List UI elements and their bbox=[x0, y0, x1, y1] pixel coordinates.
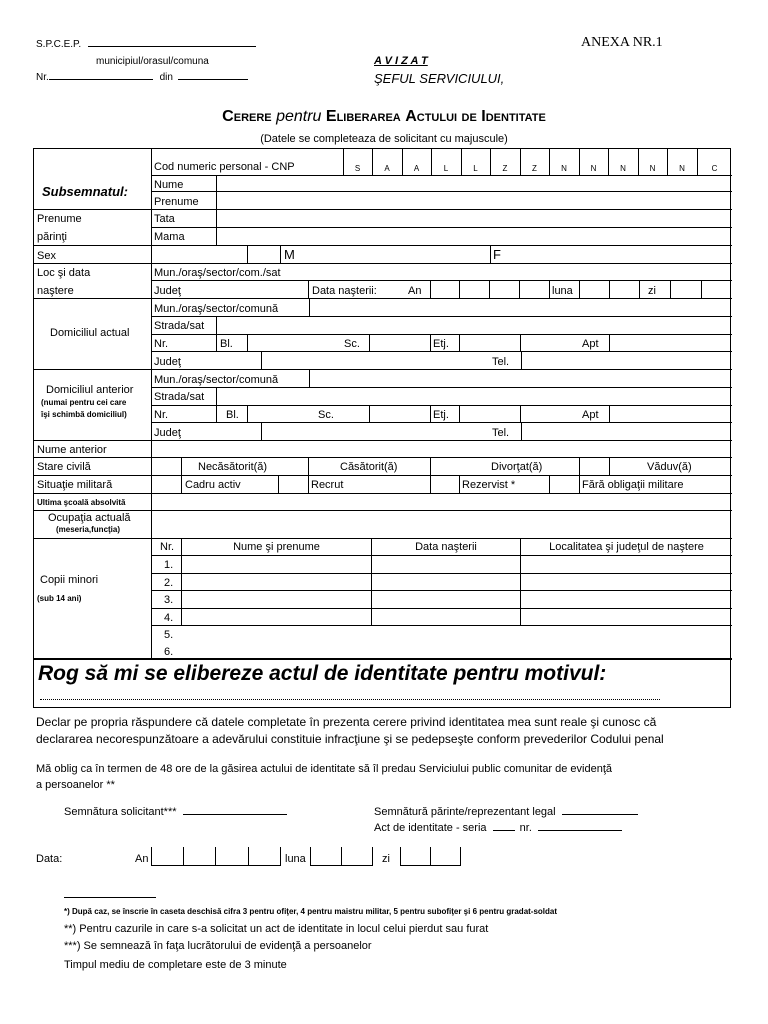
judet-label: Judeţ bbox=[154, 356, 181, 368]
nr-label: Nr. bbox=[154, 409, 169, 421]
data-luna-label: luna bbox=[285, 853, 306, 865]
mun-sat-label: Mun./oraş/sector/com./sat bbox=[154, 267, 281, 279]
sc-label: Sc. bbox=[318, 409, 334, 421]
situatie-militara-label: Situaţie militară bbox=[37, 479, 113, 491]
loc-data-label-2: naştere bbox=[37, 285, 74, 297]
sc-label: Sc. bbox=[344, 338, 360, 350]
form-title bbox=[0, 109, 768, 125]
nr-label: Nr. bbox=[36, 72, 49, 83]
din-label: din bbox=[159, 72, 173, 83]
domiciliul-anterior-label: Domiciliul anterior bbox=[46, 384, 134, 396]
cnp-letter: L bbox=[443, 164, 449, 173]
din-field[interactable] bbox=[178, 79, 248, 80]
act-seria-label: Act de identitate - seria bbox=[374, 822, 487, 834]
row-number: 1. bbox=[164, 559, 174, 571]
judet-label: Judeţ bbox=[154, 427, 181, 439]
dom-ant-note-2: îşi schimbă domiciliul) bbox=[41, 410, 127, 419]
recrut-label: Recrut bbox=[311, 479, 344, 491]
col-nume-header: Nume şi prenume bbox=[233, 541, 320, 553]
row-number: 3. bbox=[164, 594, 174, 606]
apt-label: Apt bbox=[582, 409, 599, 421]
luna-label: luna bbox=[552, 285, 573, 297]
data-nasterii-label: Data naşterii: bbox=[312, 285, 377, 297]
nr-label: Nr. bbox=[154, 338, 169, 350]
necasatorit-label: Necăsătorit(ă) bbox=[198, 461, 268, 473]
sex-label: Sex bbox=[37, 250, 56, 262]
row-number: 6. bbox=[164, 646, 174, 658]
domiciliul-actual-label: Domiciliul actual bbox=[50, 327, 130, 339]
strada-label: Strada/sat bbox=[154, 320, 205, 332]
mun-comuna-label: Mun./oraş/sector/comună bbox=[154, 374, 279, 386]
act-nr-label: nr. bbox=[519, 822, 532, 834]
cnp-letter: A bbox=[413, 164, 420, 173]
cnp-letter: A bbox=[384, 164, 390, 173]
sex-m-label: M bbox=[284, 247, 295, 262]
title-actului: Actului bbox=[405, 108, 458, 125]
col-nr-header: Nr. bbox=[160, 541, 175, 553]
stare-civila-label: Stare civilă bbox=[37, 461, 91, 473]
footnote-3: ***) Se semnează în faţa lucrătorului de evidenţă a persoanelor bbox=[64, 940, 372, 952]
col-data-header: Data naşterii bbox=[415, 541, 477, 553]
signature-parinte-field[interactable] bbox=[562, 814, 638, 815]
application-form bbox=[33, 148, 731, 708]
data-an-label: An bbox=[135, 853, 149, 865]
dom-ant-note: (numai pentru cei care bbox=[41, 398, 127, 407]
declaration-line-2: declararea necorespunzătoare a adevărului constituie infracţiune şi se pedepseşte conform prevederilor Codului penal bbox=[36, 732, 664, 746]
footnote-2: **) Pentru cazurile in care s-a solicitat un act de identitate in locul celui pierdut sau furat bbox=[64, 923, 489, 935]
data-label: Data: bbox=[36, 853, 63, 865]
title-de: de bbox=[461, 108, 477, 125]
cnp-letter: S bbox=[354, 164, 361, 173]
cnp-label: Cod numeric personal - CNP bbox=[154, 161, 295, 173]
row-number: 2. bbox=[164, 577, 174, 589]
ultima-scoala-label: Ultima şcoală absolvită bbox=[37, 498, 126, 507]
spcep-label: S.P.C.E.P. bbox=[36, 39, 82, 50]
cnp-letter: N bbox=[649, 164, 656, 173]
fara-obligatii-label: Fără obligaţii militare bbox=[582, 479, 684, 491]
bl-label: Bl. bbox=[226, 409, 239, 421]
apt-label: Apt bbox=[582, 338, 599, 350]
data-zi-label: zi bbox=[382, 853, 390, 865]
prenume-label: Prenume bbox=[154, 196, 199, 208]
cnp-letter: Z bbox=[532, 164, 537, 173]
divortat-label: Divorţat(ă) bbox=[491, 461, 543, 473]
vaduv-label: Văduv(ă) bbox=[647, 461, 692, 473]
cnp-letter: N bbox=[679, 164, 685, 173]
judet-label: Judeţ bbox=[154, 285, 181, 297]
act-seria-field[interactable] bbox=[493, 830, 515, 831]
et-label: Etj. bbox=[433, 338, 449, 350]
cnp-letter: L bbox=[473, 164, 478, 173]
mama-label: Mama bbox=[154, 231, 185, 243]
row-number: 5. bbox=[164, 629, 174, 641]
obligation-line-2: a persoanelor ** bbox=[36, 779, 115, 791]
cnp-letter: N bbox=[620, 164, 626, 173]
row-number: 4. bbox=[164, 612, 174, 624]
copii-minori-label: Copii minori bbox=[40, 574, 99, 586]
title-cerere: Cerere bbox=[222, 108, 272, 125]
avizat-label: A V I Z A T bbox=[374, 55, 428, 67]
tel-label: Tel. bbox=[492, 356, 510, 368]
cnp-letter: Z bbox=[502, 164, 508, 173]
municipality-label: municipiul/orasul/comuna bbox=[96, 56, 209, 67]
cnp-letter: C bbox=[711, 164, 718, 173]
footnote-1: *) După caz, se înscrie în caseta deschisă cifra 3 pentru ofiţer, 4 pentru maistru militar, 5 pentru subofiţer şi 6 pentru gradat-soldat bbox=[64, 907, 558, 916]
signature-parinte-label: Semnătură părinte/reprezentant legal bbox=[374, 806, 556, 818]
cnp-letter: N bbox=[561, 164, 567, 173]
bl-label: Bl. bbox=[220, 338, 233, 350]
zi-label: zi bbox=[648, 285, 656, 297]
nr-field[interactable] bbox=[49, 79, 153, 80]
an-label: An bbox=[408, 285, 422, 297]
ocupatia-label: Ocupaţia actuală bbox=[48, 512, 131, 524]
casatorit-label: Căsătorit(ă) bbox=[340, 461, 398, 473]
et-label: Etj. bbox=[433, 409, 449, 421]
motiv-field[interactable] bbox=[40, 699, 660, 700]
prenume-parinti-label: Prenume bbox=[37, 213, 82, 225]
mun-comuna-label: Mun./oraş/sector/comună bbox=[154, 303, 279, 315]
act-nr-field[interactable] bbox=[538, 830, 622, 831]
title-pentru: pentru bbox=[276, 108, 322, 125]
year-boxes[interactable] bbox=[151, 847, 281, 866]
title-eliberarea: Eliberarea bbox=[325, 108, 401, 125]
col-loc-header: Localitatea şi judeţul de naştere bbox=[549, 541, 704, 553]
annex-label: ANEXA NR.1 bbox=[581, 35, 663, 50]
signature-solicitant-field[interactable] bbox=[183, 814, 287, 815]
cnp-letter: N bbox=[590, 164, 597, 173]
sex-f-label: F bbox=[493, 247, 501, 262]
chief-label: ŞEFUL SERVICIULUI, bbox=[374, 71, 505, 86]
spcep-field[interactable] bbox=[88, 46, 256, 47]
loc-data-label: Loc şi data bbox=[37, 267, 91, 279]
strada-label: Strada/sat bbox=[154, 391, 205, 403]
nume-label: Nume bbox=[154, 179, 184, 191]
nume-anterior-label: Nume anterior bbox=[37, 444, 107, 456]
declaration-line-1: Declar pe propria răspundere că datele completate în prezenta cerere privind identitatea mea sunt reale şi cunosc că bbox=[36, 715, 657, 729]
tata-label: Tata bbox=[154, 213, 175, 225]
signature-solicitant-label: Semnătura solicitant*** bbox=[64, 806, 177, 818]
title-identitate: Identitate bbox=[481, 108, 546, 125]
obligation-line-1: Mă oblig ca în termen de 48 ore de la găsirea actului de identitate să îl predau Serviciului public comunitar de evidenţă bbox=[36, 763, 613, 775]
cadru-activ-label: Cadru activ bbox=[185, 479, 241, 491]
footnote-divider bbox=[64, 897, 156, 898]
sub-14-label: (sub 14 ani) bbox=[37, 594, 82, 603]
rezervist-label: Rezervist * bbox=[462, 479, 516, 491]
form-subtitle: (Datele se completeaza de solicitant cu majuscule) bbox=[260, 133, 508, 145]
meseria-label: (meseria,funcţia) bbox=[56, 525, 121, 534]
subsemnatul-label: Subsemnatul: bbox=[42, 184, 128, 199]
footnote-4: Timpul mediu de completare este de 3 minute bbox=[64, 959, 287, 971]
prenume-parinti-label-2: părinţi bbox=[37, 231, 67, 243]
motiv-label: Rog să mi se elibereze actul de identitate pentru motivul: bbox=[38, 662, 607, 685]
tel-label: Tel. bbox=[492, 427, 510, 439]
